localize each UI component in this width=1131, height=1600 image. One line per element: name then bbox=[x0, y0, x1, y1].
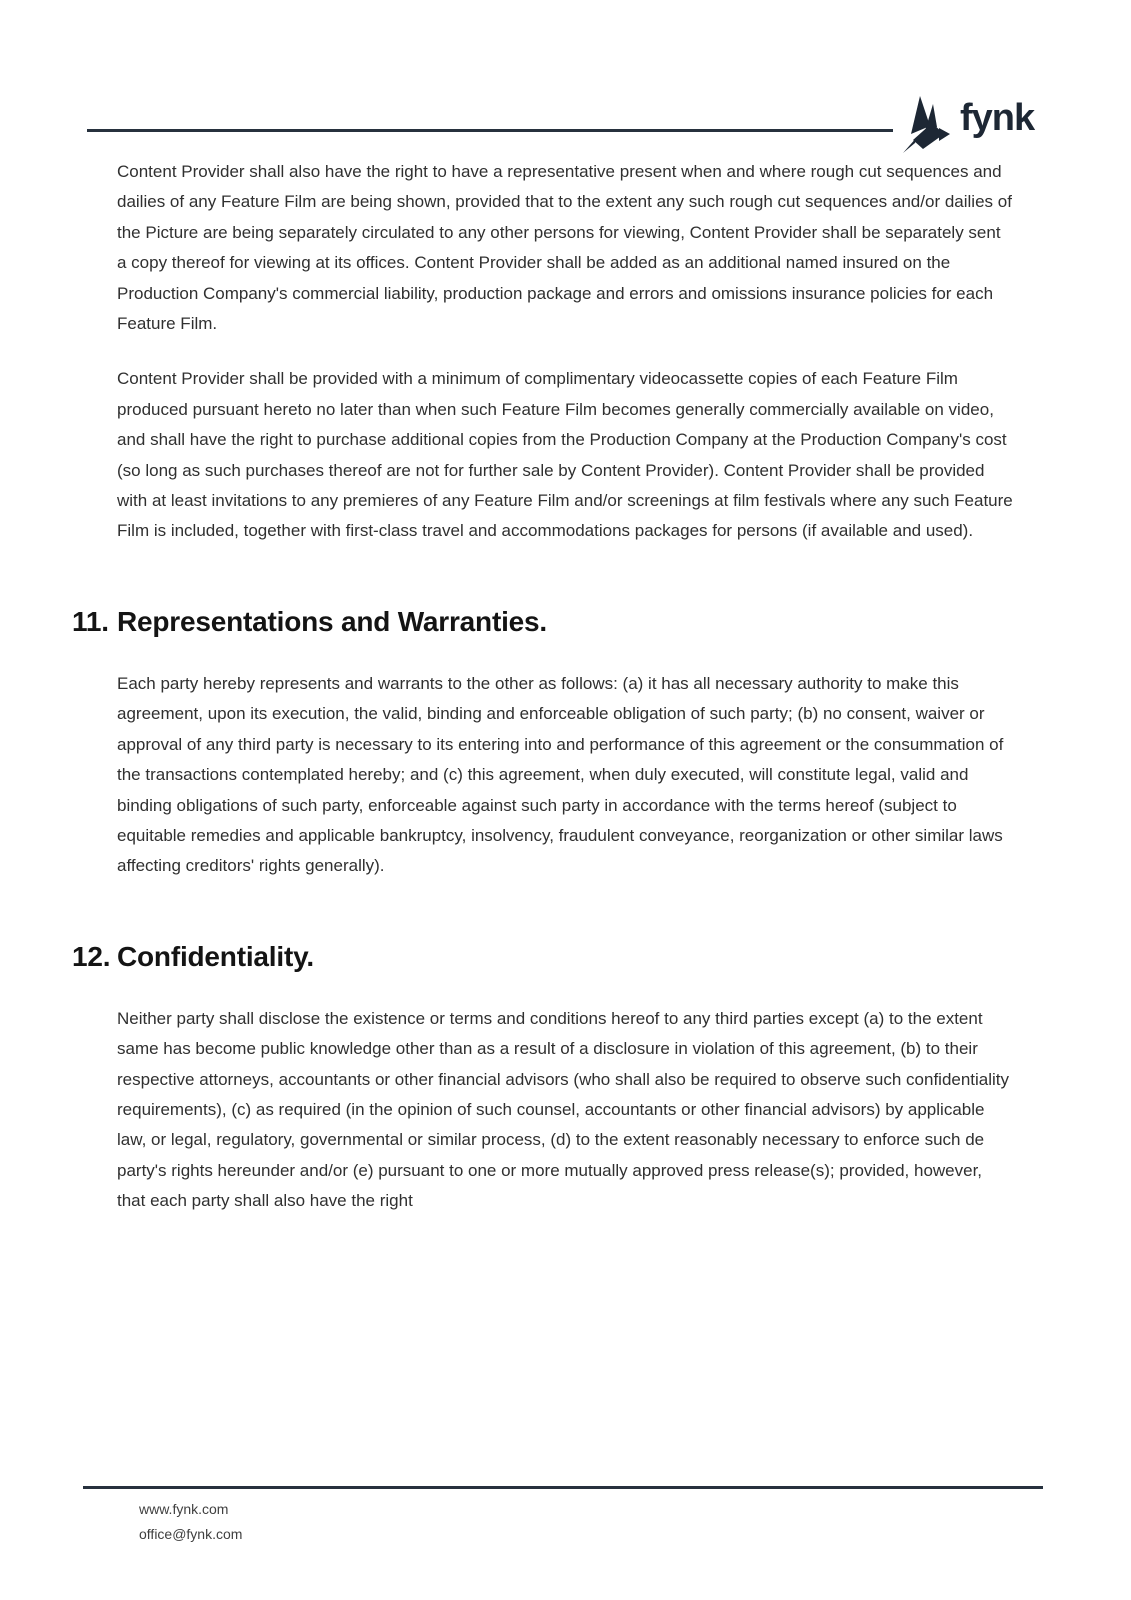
section-title: Confidentiality. bbox=[117, 940, 314, 972]
section-number: 11. bbox=[72, 605, 109, 637]
footer-rule bbox=[83, 1486, 1043, 1489]
footer-email: office@fynk.com bbox=[139, 1526, 243, 1542]
section-number: 12. bbox=[72, 940, 111, 972]
footer-website: www.fynk.com bbox=[139, 1501, 229, 1517]
logo-wordmark: fynk bbox=[960, 96, 1035, 139]
origami-bird-icon bbox=[903, 96, 950, 153]
section-heading-representations bbox=[72, 605, 1014, 639]
fynk-logo bbox=[903, 96, 1034, 153]
document-content bbox=[72, 157, 1014, 1242]
header-rule bbox=[87, 129, 893, 132]
section-title: Representations and Warranties. bbox=[117, 605, 547, 637]
paragraph: Each party hereby represents and warrants to the other as follows: (a) it has all necessary authority to make this agreement, upon its execution, the valid, binding and enforceable obligation of such party; (b) no consent, waiver or approval of any third party is necessary to its entering into and performance of this agreement or the consummation of the transactions contemplated hereby; and (c) this agreement, when duly executed, will constitute legal, valid and binding obligations of such party, enforceable against such party in accordance with the terms hereof (subject to equitable remedies and applicable bankruptcy, insolvency, fraudulent conveyance, reorganization or other similar laws affecting creditors' rights generally). bbox=[117, 673, 1004, 876]
paragraph: Neither party shall disclose the existence or terms and conditions hereof to any third parties except (a) to the extent same has become public knowledge other than as a result of a disclosure in violation of this agreement, (b) to their respective attorneys, accountants or other financial advisors (who shall also be required to observe such confidentiality requirements), (c) as required (in the opinion of such counsel, accountants or other financial advisors) by applicable law, or legal, regulatory, governmental or similar process, (d) to the extent reasonably necessary to enforce such de party's rights hereunder and/or (e) pursuant to one or more mutually approved press release(s); provided, however, that each party shall also have the right bbox=[117, 1008, 1010, 1211]
paragraph: Content Provider shall also have the right to have a representative present when and where rough cut sequences and dailies of any Feature Film are being shown, provided that to the extent any such rough cut sequences and/or dailies of the Picture are being separately circulated to any other persons for viewing, Content Provider shall be separately sent a copy thereof for viewing at its offices. Content Provider shall be added as an additional named insured on the Production Company's commercial liability, production package and errors and omissions insurance policies for each Feature Film. bbox=[117, 162, 1012, 334]
section-heading-confidentiality bbox=[72, 940, 1014, 974]
paragraph: Content Provider shall be provided with a minimum of complimentary videocassette copies of each Feature Film produced pursuant hereto no later than when such Feature Film becomes generally commercially available on video, and shall have the right to purchase additional copies from the Production Company at the Production Company's cost (so long as such purchases thereof are not for further sale by Content Provider). Content Provider shall be provided with at least invitations to any premieres of any Feature Film and/or screenings at film festivals where any such Feature Film is included, together with first-class travel and accommodations packages for persons (if available and used). bbox=[117, 369, 1013, 541]
page-footer bbox=[139, 1497, 242, 1547]
